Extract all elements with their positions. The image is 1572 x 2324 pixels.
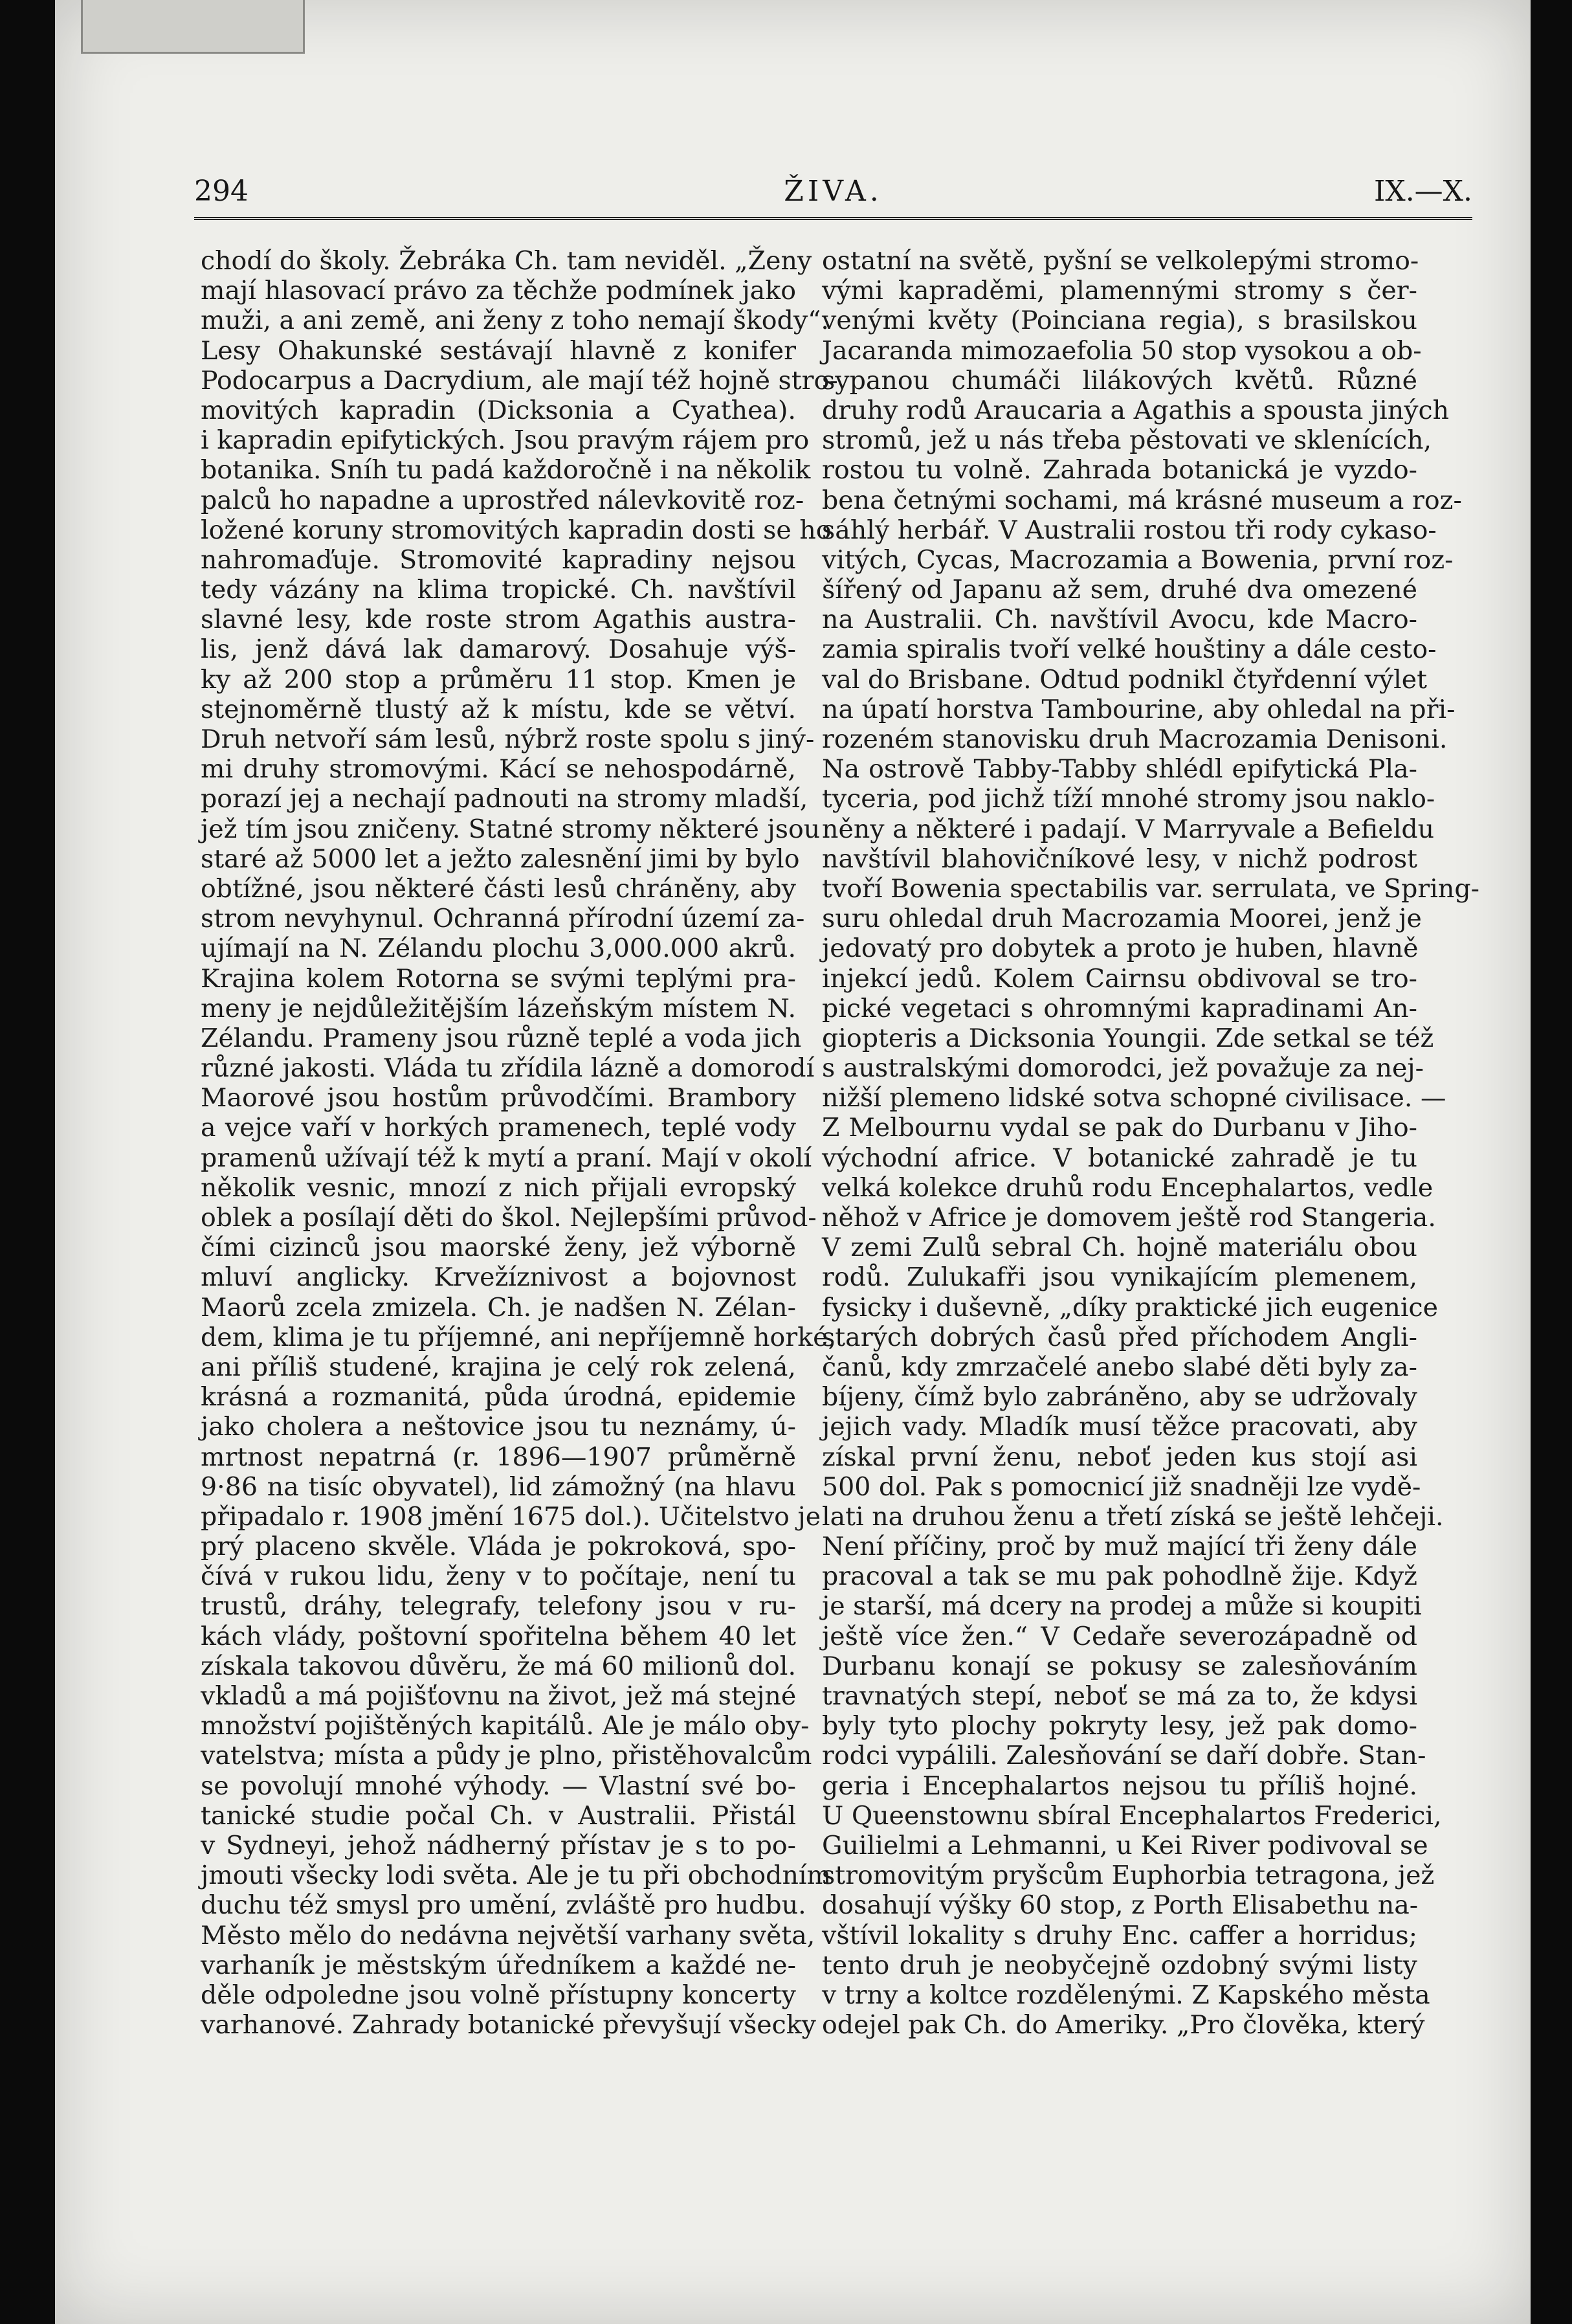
text-line: děle odpoledne jsou volně přístupny koncerty [201, 1980, 796, 2010]
text-line: movitých kapradin (Dicksonia a Cyathea). [201, 395, 796, 425]
text-line: tento druh je neobyčejně ozdobný svými listy [822, 1950, 1417, 1980]
right-column [822, 246, 1479, 2040]
text-line: Z Melbournu vydal se pak do Durbanu v Jiho- [822, 1113, 1417, 1143]
text-line: mrtnost nepatrná (r. 1896—1907 průměrně [201, 1442, 796, 1472]
volume-number: IX.—X. [1373, 175, 1472, 208]
text-line: Maorů zcela zmizela. Ch. je nadšen N. Zélan- [201, 1292, 796, 1323]
text-line: fysicky i duševně, „díky praktické jich eugenice [822, 1292, 1438, 1323]
text-line: suru ohledal druh Macrozamia Moorei, jenž je [822, 904, 1422, 934]
text-line: několik vesnic, mnozí z nich přijali evropský [201, 1172, 796, 1203]
text-line: Na ostrově Tabby-Tabby shlédl epifytická Pla- [822, 754, 1417, 785]
text-line: rodci vypálili. Zalesňování se daří dobře. Stan- [822, 1741, 1426, 1771]
text-line: rostou tu volně. Zahrada botanická je vyzdo- [822, 455, 1417, 486]
running-header [194, 175, 1472, 220]
text-line: Druh netvoří sám lesů, nýbrž roste spolu s jiný- [201, 724, 815, 754]
text-line: i kapradin epifytických. Jsou pravým rájem pro [201, 425, 810, 456]
text-line: ještě více žen.“ V Cedaře severozápadně od [822, 1621, 1417, 1651]
text-line: s australskými domorodci, jež považuje za nej- [822, 1053, 1424, 1084]
text-line: jedovatý pro dobytek a proto je huben, hlavně [822, 933, 1419, 964]
text-line: ostatní na světě, pyšní se velkolepými stromo- [822, 246, 1419, 276]
text-line: v Sydneyi, jehož nádherný přístav je s to po- [201, 1830, 796, 1860]
text-line: na úpatí horstva Tambourine, aby ohledal na při- [822, 694, 1456, 724]
text-line: Jacaranda mimozaefolia 50 stop vysokou a ob- [822, 335, 1422, 366]
text-line: něny a některé i padají. V Marryvale a Befieldu [822, 814, 1435, 844]
page-number: 294 [194, 175, 249, 208]
text-line: duchu též smysl pro umění, zvláště pro hudbu. [201, 1890, 806, 1921]
text-line: tedy vázány na klima tropické. Ch. navštívil [201, 575, 796, 605]
text-line: různé jakosti. Vláda tu zřídila lázně a domorodí [201, 1053, 815, 1084]
text-line: U Queenstownu sbíral Encephalartos Frederici, [822, 1800, 1442, 1831]
text-line: geria i Encephalartos nejsou tu příliš hojné. [822, 1771, 1417, 1801]
text-line: muži, a ani země, ani ženy z toho nemají škody“. [201, 306, 829, 336]
text-line: vými kapraděmi, plamennými stromy s čer- [822, 276, 1417, 306]
text-line: stromů, jež u nás třeba pěstovati ve sklenících, [822, 425, 1432, 456]
text-line: injekcí jedů. Kolem Cairnsu obdivoval se tro- [822, 963, 1417, 994]
text-line: bena četnými sochami, má krásné museum a roz- [822, 485, 1462, 515]
text-line: kách vlády, poštovní spořitelna během 40 let [201, 1621, 796, 1651]
text-line: Město mělo do nedávna největší varhany světa, [201, 1920, 815, 1950]
text-line: jako cholera a neštovice jsou tu neznámy, ú- [201, 1412, 796, 1442]
text-line: rodů. Zulukafři jsou vynikajícím plemenem, [822, 1262, 1417, 1293]
text-line: Není příčiny, proč by muž mající tři ženy dále [822, 1532, 1417, 1562]
binding-tab [81, 0, 305, 54]
text-line: trustů, dráhy, telegrafy, telefony jsou v ru- [201, 1591, 796, 1622]
text-line: druhy rodů Araucaria a Agathis a spousta jiných [822, 395, 1450, 425]
text-line: dosahují výšky 60 stop, z Porth Elisabethu na- [822, 1890, 1419, 1921]
text-line: pramenů užívají též k mytí a praní. Mají v okolí [201, 1143, 812, 1173]
text-line: ky až 200 stop a průměru 11 stop. Kmen je [201, 664, 796, 695]
text-line: šířený od Japanu až sem, druhé dva omezené [822, 575, 1417, 605]
journal-title: ŽIVA. [784, 175, 883, 208]
text-line: 9·86 na tisíc obyvatel), lid zámožný (na hlavu [201, 1471, 796, 1502]
text-line: pracoval a tak se mu pak pohodlně žije. Když [822, 1561, 1417, 1592]
text-line: navštívil blahovičníkové lesy, v nichž podrost [822, 844, 1417, 874]
text-line: získal první ženu, neboť jeden kus stojí asi [822, 1442, 1417, 1472]
text-line: Lesy Ohakunské sestávají hlavně z konifer [201, 335, 796, 366]
text-line: mluví anglicky. Krvežíznivost a bojovnost [201, 1262, 796, 1293]
text-line: ani příliš studené, krajina je celý rok zelená, [201, 1352, 796, 1382]
text-line: Podocarpus a Dacrydium, ale mají též hojně stro- [201, 365, 838, 396]
text-line: bíjeny, čímž bylo zabráněno, aby se udržovaly [822, 1382, 1417, 1413]
text-line: jmouti všecky lodi světa. Ale je tu při obchodním [201, 1860, 831, 1891]
text-line: východní africe. V botanické zahradě je tu [822, 1143, 1417, 1173]
text-line: čími cizinců jsou maorské ženy, jež výborně [201, 1233, 796, 1263]
text-line: lis, jenž dává lak damarový. Dosahuje výš- [201, 634, 796, 665]
text-line: nižší plemeno lidské sotva schopné civilisace. — [822, 1083, 1446, 1113]
text-line: staré až 5000 let a ježto zalesnění jimi by bylo [201, 844, 800, 874]
text-line: travnatých stepí, neboť se má za to, že kdysi [822, 1681, 1417, 1711]
text-line: a vejce vaří v horkých pramenech, teplé vody [201, 1113, 796, 1143]
text-line: 500 dol. Pak s pomocnicí již snadněji lze vydě- [822, 1471, 1421, 1502]
text-line: varhaník je městským úředníkem a každé ne- [201, 1950, 796, 1980]
text-line: botanika. Sníh tu padá každoročně i na několik [201, 455, 811, 486]
text-line: palců ho napadne a uprostřed nálevkovitě roz- [201, 485, 804, 515]
text-line: velká kolekce druhů rodu Encephalartos, vedle [822, 1172, 1434, 1203]
text-line: jejich vady. Mladík musí těžce pracovati, aby [822, 1412, 1417, 1442]
text-line: strom nevyhynul. Ochranná přírodní území za- [201, 904, 805, 934]
text-line: Maorové jsou hostům průvodčími. Brambory [201, 1083, 796, 1113]
text-line: lati na druhou ženu a třetí získá se ještě lehčeji. [822, 1501, 1444, 1532]
text-line: se povolují mnohé výhody. — Vlastní své bo- [201, 1771, 796, 1801]
text-line: něhož v Africe je domovem ještě rod Stangeria. [822, 1203, 1436, 1233]
text-line: na Australii. Ch. navštívil Avocu, kde Macro- [822, 605, 1417, 635]
text-line: vitých, Cycas, Macrozamia a Bowenia, první roz- [822, 544, 1454, 575]
text-line: stromovitým pryšcům Euphorbia tetragona, jež [822, 1860, 1435, 1891]
text-line: val do Brisbane. Odtud podnikl čtyřdenní výlet [822, 664, 1428, 695]
text-line: Durbanu konají se pokusy se zalesňováním [822, 1651, 1417, 1681]
left-column [201, 246, 838, 2040]
text-line: jež tím jsou zničeny. Statné stromy některé jsou [201, 814, 821, 844]
text-line: vštívil lokality s druhy Enc. caffer a horridus; [822, 1920, 1417, 1950]
text-line: dem, klima je tu příjemné, ani nepříjemně horké, [201, 1322, 837, 1352]
text-line: vkladů a má pojišťovnu na život, jež má stejné [201, 1681, 797, 1711]
text-line: venými květy (Poinciana regia), s brasilskou [822, 306, 1417, 336]
text-line: v trny a koltce rozdělenými. Z Kapského města [822, 1980, 1430, 2010]
text-line: získala takovou důvěru, že má 60 milionů dol. [201, 1651, 796, 1681]
text-line: starých dobrých časů před příchodem Angli- [822, 1322, 1417, 1352]
text-line: pické vegetaci s ohromnými kapradinami An- [822, 993, 1417, 1023]
text-line: Zélandu. Prameny jsou různě teplé a voda jich [201, 1023, 802, 1053]
text-line: porazí jej a nechají padnouti na stromy mladší, [201, 784, 808, 814]
text-line: čanů, kdy zmrzačelé anebo slabé děti byly za- [822, 1352, 1417, 1382]
text-line: tanické studie počal Ch. v Australii. Přistál [201, 1800, 796, 1831]
text-line: meny je nejdůležitějším lázeňským místem N. [201, 993, 796, 1023]
text-line: obtížné, jsou některé části lesů chráněny, aby [201, 873, 796, 904]
text-line: tvoří Bowenia spectabilis var. serrulata, ve Spring- [822, 873, 1479, 904]
text-line: byly tyto plochy pokryty lesy, jež pak domo- [822, 1711, 1417, 1741]
text-line: rozeném stanovisku druh Macrozamia Denisoni. [822, 724, 1448, 754]
text-line: prý placeno skvěle. Vláda je pokroková, spo- [201, 1532, 796, 1562]
header-rule [194, 217, 1472, 220]
text-line: mají hlasovací právo za těchže podmínek jako [201, 276, 796, 306]
text-line: Guilielmi a Lehmanni, u Kei River podivoval se [822, 1830, 1428, 1860]
text-line: je starší, má dcery na prodej a může si koupiti [822, 1591, 1422, 1622]
text-line: Krajina kolem Rotorna se svými teplými pra- [201, 963, 796, 994]
text-line: sypanou chumáči lilákových květů. Různé [822, 365, 1417, 396]
text-line: slavné lesy, kde roste strom Agathis austra- [201, 605, 796, 635]
text-line: ložené koruny stromovitých kapradin dosti se ho [201, 515, 832, 545]
text-line: připadalo r. 1908 jmění 1675 dol.). Učitelstvo je [201, 1501, 821, 1532]
text-line: nahromaďuje. Stromovité kapradiny nejsou [201, 544, 796, 575]
text-line: vatelstva; místa a půdy je plno, přistěhovalcům [201, 1741, 812, 1771]
text-line: stejnoměrně tlustý až k místu, kde se větví. [201, 694, 796, 724]
text-line: odejel pak Ch. do Ameriky. „Pro člověka, který [822, 2010, 1425, 2040]
text-line: množství pojištěných kapitálů. Ale je málo oby- [201, 1711, 810, 1741]
text-line: V zemi Zulů sebral Ch. hojně materiálu obou [822, 1233, 1417, 1263]
text-line: čívá v rukou lidu, ženy v to počítaje, není tu [201, 1561, 796, 1592]
text-line: zamia spiralis tvoří velké houštiny a dále cesto- [822, 634, 1437, 665]
text-line: giopteris a Dicksonia Youngii. Zde setkal se též [822, 1023, 1434, 1053]
text-line: sáhlý herbář. V Australii rostou tři rody cykaso- [822, 515, 1437, 545]
text-line: ujímají na N. Zélandu plochu 3,000.000 akrů. [201, 933, 796, 964]
text-line: oblek a posílají děti do škol. Nejlepšími průvod- [201, 1203, 817, 1233]
text-line: krásná a rozmanitá, půda úrodná, epidemie [201, 1382, 796, 1413]
text-line: tyceria, pod jichž tíží mnohé stromy jsou naklo- [822, 784, 1435, 814]
text-line: chodí do školy. Žebráka Ch. tam neviděl. „Ženy [201, 246, 812, 276]
text-line: mi druhy stromovými. Kácí se nehospodárně, [201, 754, 796, 785]
text-line: varhanové. Zahrady botanické převyšují všecky [201, 2010, 816, 2040]
